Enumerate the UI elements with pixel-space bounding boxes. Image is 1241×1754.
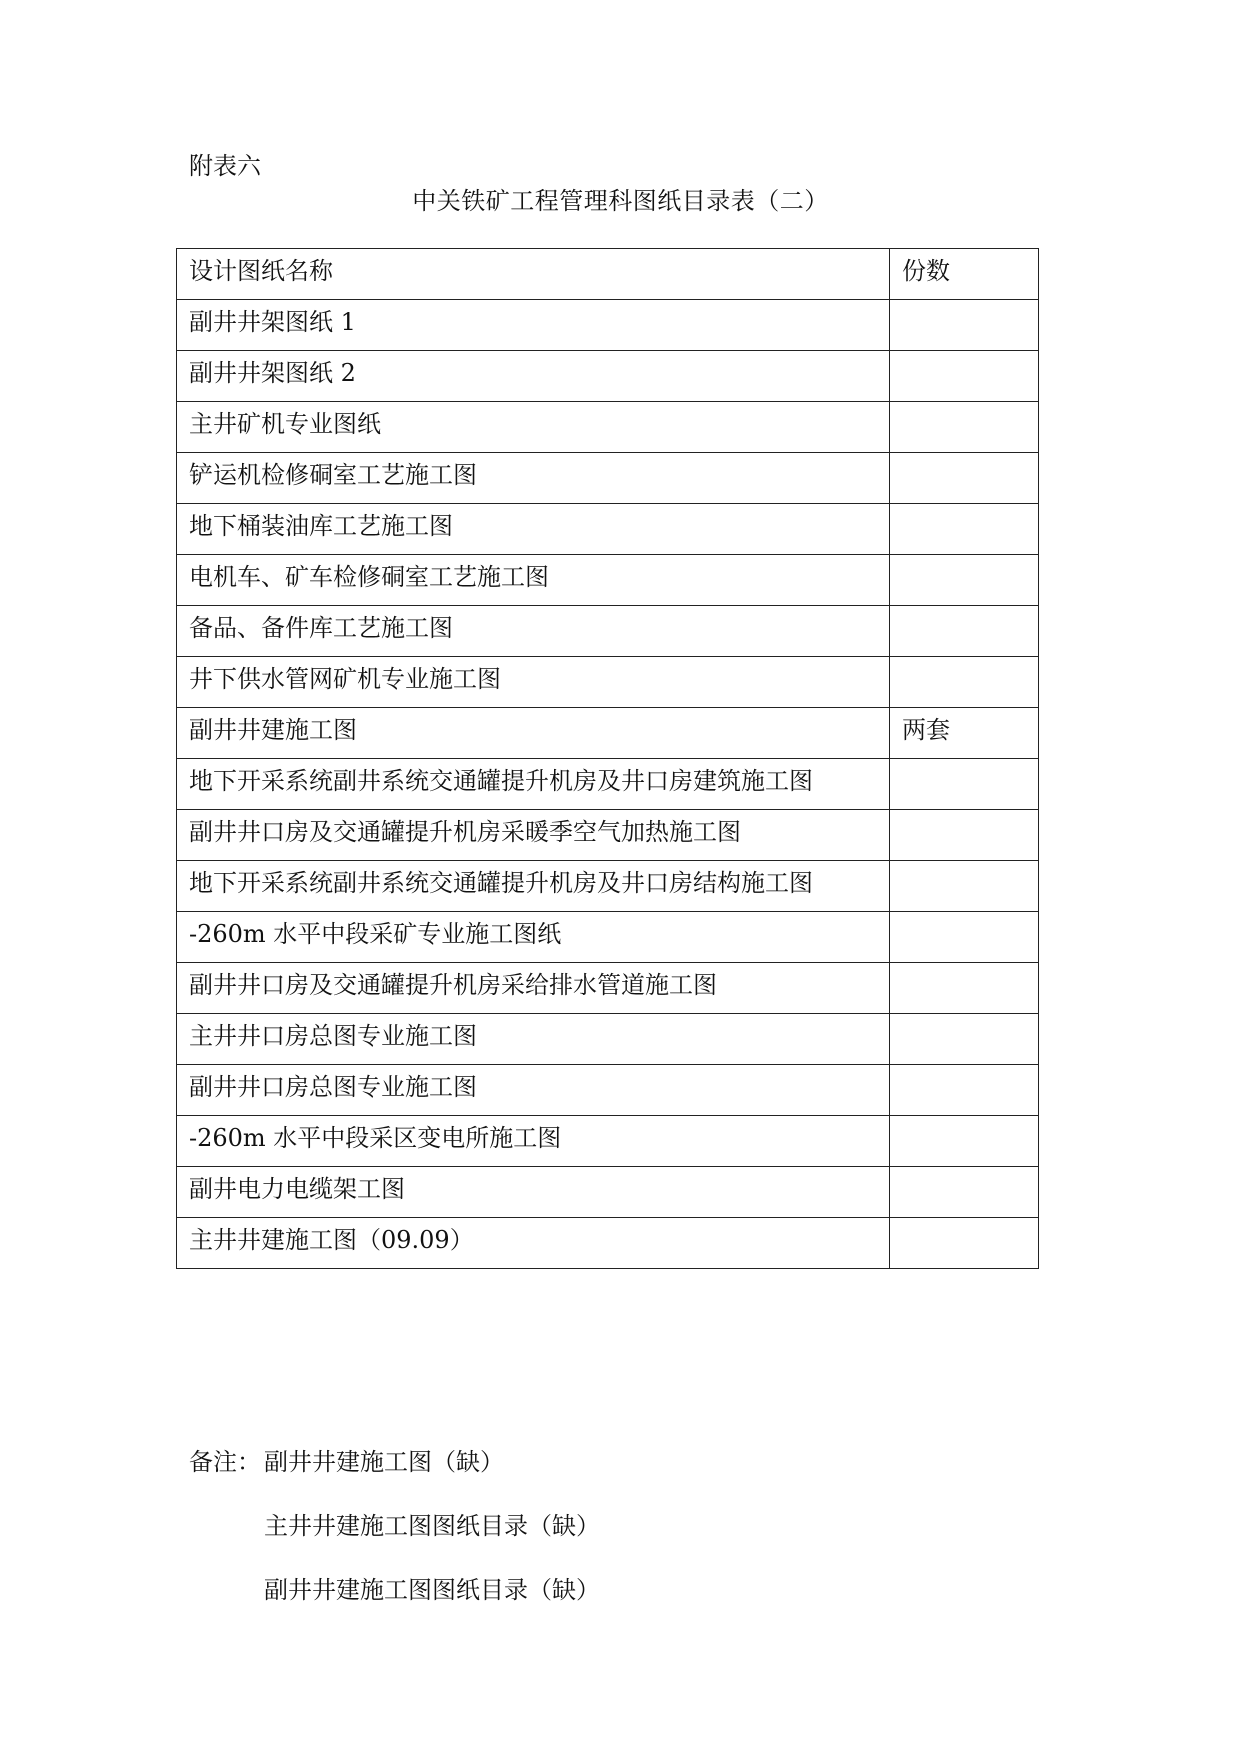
catalog-table-body xyxy=(177,249,1039,1269)
copies-cell xyxy=(890,351,1039,402)
table-row xyxy=(177,657,1039,708)
copies-cell xyxy=(890,300,1039,351)
drawing-name-cell: -260m 水平中段采区变电所施工图 xyxy=(177,1116,890,1167)
table-row xyxy=(177,402,1039,453)
copies-cell: 两套 xyxy=(890,708,1039,759)
copies-cell xyxy=(890,1218,1039,1269)
drawing-name-cell: 井下供水管网矿机专业施工图 xyxy=(177,657,890,708)
copies-cell xyxy=(890,555,1039,606)
table-row xyxy=(177,1065,1039,1116)
table-row xyxy=(177,963,1039,1014)
drawing-name-cell: 副井电力电缆架工图 xyxy=(177,1167,890,1218)
drawing-catalog-table xyxy=(176,248,1039,1269)
copies-cell xyxy=(890,504,1039,555)
table-row xyxy=(177,759,1039,810)
page-title: 中关铁矿工程管理科图纸目录表（二） xyxy=(412,187,829,215)
drawing-name-cell: 主井井口房总图专业施工图 xyxy=(177,1014,890,1065)
drawing-name-cell: 电机车、矿车检修硐室工艺施工图 xyxy=(177,555,890,606)
note-line xyxy=(264,1574,600,1606)
drawing-name-cell: 地下桶装油库工艺施工图 xyxy=(177,504,890,555)
copies-cell xyxy=(890,963,1039,1014)
notes-label: 备注： xyxy=(189,1448,261,1476)
table-row xyxy=(177,453,1039,504)
copies-cell xyxy=(890,1116,1039,1167)
column-header-drawing-name: 设计图纸名称 xyxy=(177,249,890,300)
copies-cell xyxy=(890,1167,1039,1218)
copies-cell xyxy=(890,1065,1039,1116)
table-row xyxy=(177,555,1039,606)
table-row xyxy=(177,1014,1039,1065)
copies-cell xyxy=(890,606,1039,657)
table-row xyxy=(177,1167,1039,1218)
drawing-name-cell: -260m 水平中段采矿专业施工图纸 xyxy=(177,912,890,963)
note-item: 副井井建施工图图纸目录（缺） xyxy=(264,1576,600,1604)
table-row xyxy=(177,810,1039,861)
table-header-row xyxy=(177,249,1039,300)
copies-cell xyxy=(890,810,1039,861)
appendix-label: 附表六 xyxy=(189,152,261,180)
drawing-name-cell: 副井井口房及交通罐提升机房采给排水管道施工图 xyxy=(177,963,890,1014)
drawing-name-cell: 副井井架图纸 2 xyxy=(177,351,890,402)
table-row xyxy=(177,861,1039,912)
table-row xyxy=(177,300,1039,351)
drawing-name-cell: 地下开采系统副井系统交通罐提升机房及井口房建筑施工图 xyxy=(177,759,890,810)
drawing-name-cell: 地下开采系统副井系统交通罐提升机房及井口房结构施工图 xyxy=(177,861,890,912)
table-row xyxy=(177,1218,1039,1269)
copies-cell xyxy=(890,402,1039,453)
table-row xyxy=(177,351,1039,402)
table-row xyxy=(177,504,1039,555)
drawing-name-cell: 副井井口房及交通罐提升机房采暖季空气加热施工图 xyxy=(177,810,890,861)
table-row xyxy=(177,606,1039,657)
table-row xyxy=(177,708,1039,759)
drawing-name-cell: 副井井建施工图 xyxy=(177,708,890,759)
drawing-name-cell: 备品、备件库工艺施工图 xyxy=(177,606,890,657)
drawing-name-cell: 副井井口房总图专业施工图 xyxy=(177,1065,890,1116)
drawing-name-cell: 铲运机检修硐室工艺施工图 xyxy=(177,453,890,504)
column-header-copies: 份数 xyxy=(890,249,1039,300)
drawing-name-cell: 主井矿机专业图纸 xyxy=(177,402,890,453)
copies-cell xyxy=(890,657,1039,708)
copies-cell xyxy=(890,912,1039,963)
copies-cell xyxy=(890,453,1039,504)
note-line xyxy=(264,1510,600,1542)
table-row xyxy=(177,912,1039,963)
drawing-name-cell: 副井井架图纸 1 xyxy=(177,300,890,351)
note-line xyxy=(189,1446,600,1478)
copies-cell xyxy=(890,759,1039,810)
copies-cell xyxy=(890,1014,1039,1065)
table-row xyxy=(177,1116,1039,1167)
copies-cell xyxy=(890,861,1039,912)
drawing-name-cell: 主井井建施工图（09.09） xyxy=(177,1218,890,1269)
note-item: 副井井建施工图（缺） xyxy=(264,1448,504,1476)
notes-section xyxy=(189,1446,600,1606)
note-item: 主井井建施工图图纸目录（缺） xyxy=(264,1512,600,1540)
